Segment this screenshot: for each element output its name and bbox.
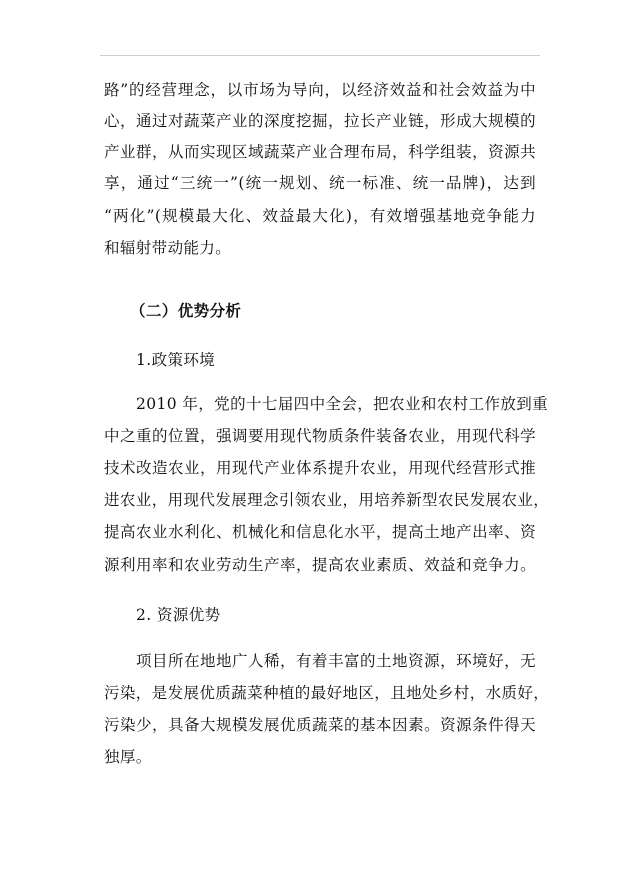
paragraph-line: 和辐射带动能力。 <box>104 239 232 257</box>
subsection-heading: 1.政策环境 <box>136 351 216 369</box>
paragraph-line: 源利用率和农业劳动生产率，提高农业素质、效益和竞争力。 <box>104 556 536 574</box>
paragraph-line: 独厚。 <box>104 748 152 766</box>
paragraph-line: 产业群，从而实现区域蔬菜产业合理布局，科学组装，资源共 <box>104 143 536 161</box>
paragraph-line: 路”的经营理念，以市场为导向，以经济效益和社会效益为中 <box>104 81 536 99</box>
paragraph-line: 进农业，用现代发展理念引领农业，用培养新型农民发展农业， <box>104 491 550 509</box>
paragraph-line: 2010 年，党的十七届四中全会，把农业和农村工作放到重 <box>136 395 549 413</box>
paragraph-line: 技术改造农业，用现代产业体系提升农业，用现代经营形式推 <box>104 459 536 477</box>
paragraph-line: “两化”(规模最大化、效益最大化)，有效增强基地竞争能力 <box>104 207 536 225</box>
subsection-heading: 2. 资源优势 <box>136 606 221 624</box>
section-heading: （二）优势分析 <box>130 301 242 320</box>
paragraph-line: 污染少，具备大规模发展优质蔬菜的基本因素。资源条件得天 <box>104 716 536 734</box>
paragraph-line: 心，通过对蔬菜产业的深度挖掘，拉长产业链，形成大规模的 <box>104 112 536 130</box>
paragraph-line: 污染，是发展优质蔬菜种植的最好地区，且地处乡村，水质好， <box>104 684 550 702</box>
paragraph-line: 项目所在地地广人稀，有着丰富的土地资源，环境好，无 <box>136 652 536 670</box>
paragraph-line: 享，通过“三统一”(统一规划、统一标准、统一品牌)，达到 <box>104 174 536 192</box>
paragraph-line: 提高农业水利化、机械化和信息化水平，提高土地产出率、资 <box>104 523 536 541</box>
header-rule <box>100 55 540 56</box>
paragraph-line: 中之重的位置，强调要用现代物质条件装备农业，用现代科学 <box>104 427 536 445</box>
